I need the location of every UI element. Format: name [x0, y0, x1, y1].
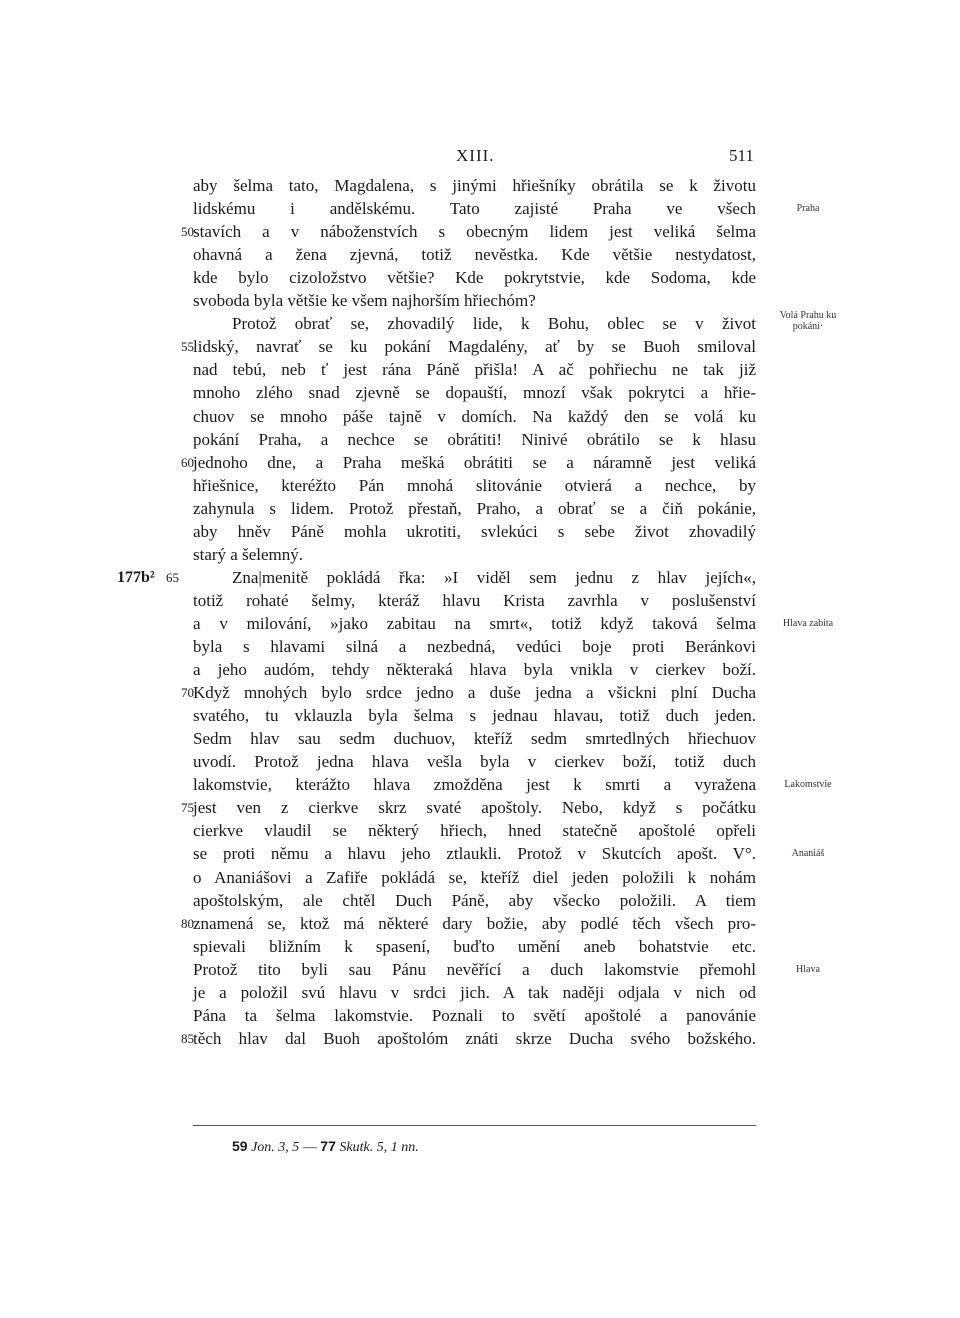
folio-mark: 177b²	[117, 568, 155, 586]
text-line: se proti němu a hlavu jeho ztlaukli. Protož v Skutcích apošt. V°.	[193, 844, 756, 864]
text-line: jest ven z cierkve skrz svaté apoštoly. Nebo, když s počátku	[193, 798, 756, 818]
page-number: 511	[729, 146, 754, 165]
text-line: o Ananiášovi a Zafiře pokládá se, kteříž diel jeden položili k nohám	[193, 867, 756, 887]
text-line: aby šelma tato, Magdalena, s jinými hřiešníky obrátila se k životu	[193, 176, 756, 195]
margin-note: Volá Prahu ku pokání·	[779, 310, 837, 333]
footnote	[232, 1138, 419, 1156]
text-line: kde bylo cizoložstvo většie? Kde pokrytstvie, kde Sodoma, kde	[193, 268, 756, 288]
text-line: svatého, tu vklauzla byla šelma s jednau hlavau, totiž duch jeden.	[193, 706, 756, 726]
line-number: 65	[166, 569, 179, 585]
text-line: lidský, navrať se ku pokání Magdalény, ať by se Buoh smiloval	[193, 337, 756, 357]
text-line: chuov se mnoho páše tajně v domích. Na každý den se volá ku	[193, 406, 756, 426]
chapter-heading: XIII.	[456, 146, 495, 165]
text-line: byla s hlavami silná a nezbedná, vedúci boje proti Beránkovi	[193, 637, 756, 656]
text-line: cierkve vlaudil se některý hřiech, hned statečně apoštolé opřeli	[193, 821, 756, 841]
text-line: ohavná a žena zjevná, totiž nevěstka. Kde většie nestydatost,	[193, 245, 756, 265]
footnote-ref-2: 77	[320, 1138, 336, 1154]
text-line: a jeho audóm, tehdy některaká hlava byla vnikla v cierkev boží.	[193, 660, 756, 680]
footnote-dash: —	[302, 1140, 317, 1155]
text-line: a v milování, »jako zabitau na smrt«, totiž když taková šelma	[193, 613, 756, 633]
text-line: zahynula s lidem. Protož přestaň, Praho, a obrať se a čiň pokánie,	[193, 498, 756, 518]
line-number: 70	[181, 685, 194, 701]
margin-note: Ananiáš	[791, 848, 825, 860]
text-line: starý a šelemný.	[193, 544, 303, 564]
line-number: 80	[181, 915, 194, 931]
text-line: Sedm hlav sau sedm duchuov, kteříž sedm smrtedlných hřiechuov	[193, 729, 756, 749]
footnote-source-1: Jon. 3, 5	[251, 1140, 300, 1155]
text-line: lidskému i andělskému. Tato zajisté Praha ve všech	[193, 199, 756, 219]
margin-note: Hlava	[796, 963, 820, 975]
text-line: znamená se, ktož má některé dary božie, aby podlé těch všech pro-	[193, 913, 756, 933]
line-number: 75	[181, 800, 194, 816]
line-number: 85	[181, 1030, 194, 1046]
text-line: mnoho zlého snad zjevně se dopauští, mnozí však pokrytci a hřie-	[193, 383, 756, 403]
margin-note: Lakomstvie	[784, 779, 832, 791]
footnote-source-2: Skutk. 5, 1 nn.	[339, 1140, 419, 1155]
line-number: 60	[181, 454, 194, 470]
text-line: Zna|menitě pokládá řka: »I viděl sem jednu z hlav jejích«,	[232, 567, 756, 587]
text-line: těch hlav dal Buoh apoštolóm znáti skrze Ducha svého božského.	[193, 1028, 756, 1048]
text-line: uvodí. Protož jedna hlava vešla byla v cierkev boží, totiž duch	[193, 752, 756, 772]
text-line: Protož tito byli sau Pánu nevěřící a duch lakomstvie přemohl	[193, 959, 756, 979]
footnote-ref-1: 59	[232, 1138, 248, 1154]
text-line: pokání Praha, a nechce se obrátiti! Ninivé obrátilo se k hlasu	[193, 429, 756, 449]
text-line: aby hněv Páně mohla ukrotiti, svlekúci s sebe život zhovadilý	[193, 521, 756, 541]
text-line: totiž rohaté šelmy, kteráž hlavu Krista zavrhla v poslušenství	[193, 590, 756, 610]
text-line: svoboda byla většie ke všem najhorším hřiechóm?	[193, 291, 536, 311]
text-line: jednoho dne, a Praha mešká obrátiti se a náramně jest veliká	[193, 452, 756, 472]
margin-note: Hlava zabita	[782, 617, 834, 629]
text-line: lakomstvie, kterážto hlava zmožděna jest k smrti a vyražena	[193, 775, 756, 795]
margin-note: Praha	[796, 203, 820, 215]
line-number: 55	[181, 339, 194, 355]
text-line: Když mnohých bylo srdce jedno a duše jedna a všickni plní Ducha	[193, 683, 756, 703]
line-number: 50	[181, 224, 194, 240]
text-line: Protož obrať se, zhovadilý lide, k Bohu, oblec se v život	[232, 314, 756, 334]
text-line: je a položil svú hlavu v srdci jich. A tak naději odjala v nich od	[193, 982, 756, 1002]
text-line: stavích a v náboženstvích s obecným lidem jest veliká šelma	[193, 222, 756, 242]
text-line: apoštolským, ale chtěl Duch Páně, aby všecko položili. A tiem	[193, 890, 756, 910]
text-line: hřiešnice, kteréžto Pán mnohá slitovánie otvierá a nechce, by	[193, 475, 756, 495]
text-line: Pána ta šelma lakomstvie. Poznali to světí apoštolé a panovánie	[193, 1005, 756, 1025]
text-line: spievali bližním k spasení, buďto umění aneb bohatstvie etc.	[193, 936, 756, 956]
footnote-rule	[193, 1125, 756, 1126]
text-line: nad tebú, neb ť jest rána Páně přišla! A ač pohřiechu ne tak již	[193, 360, 756, 380]
